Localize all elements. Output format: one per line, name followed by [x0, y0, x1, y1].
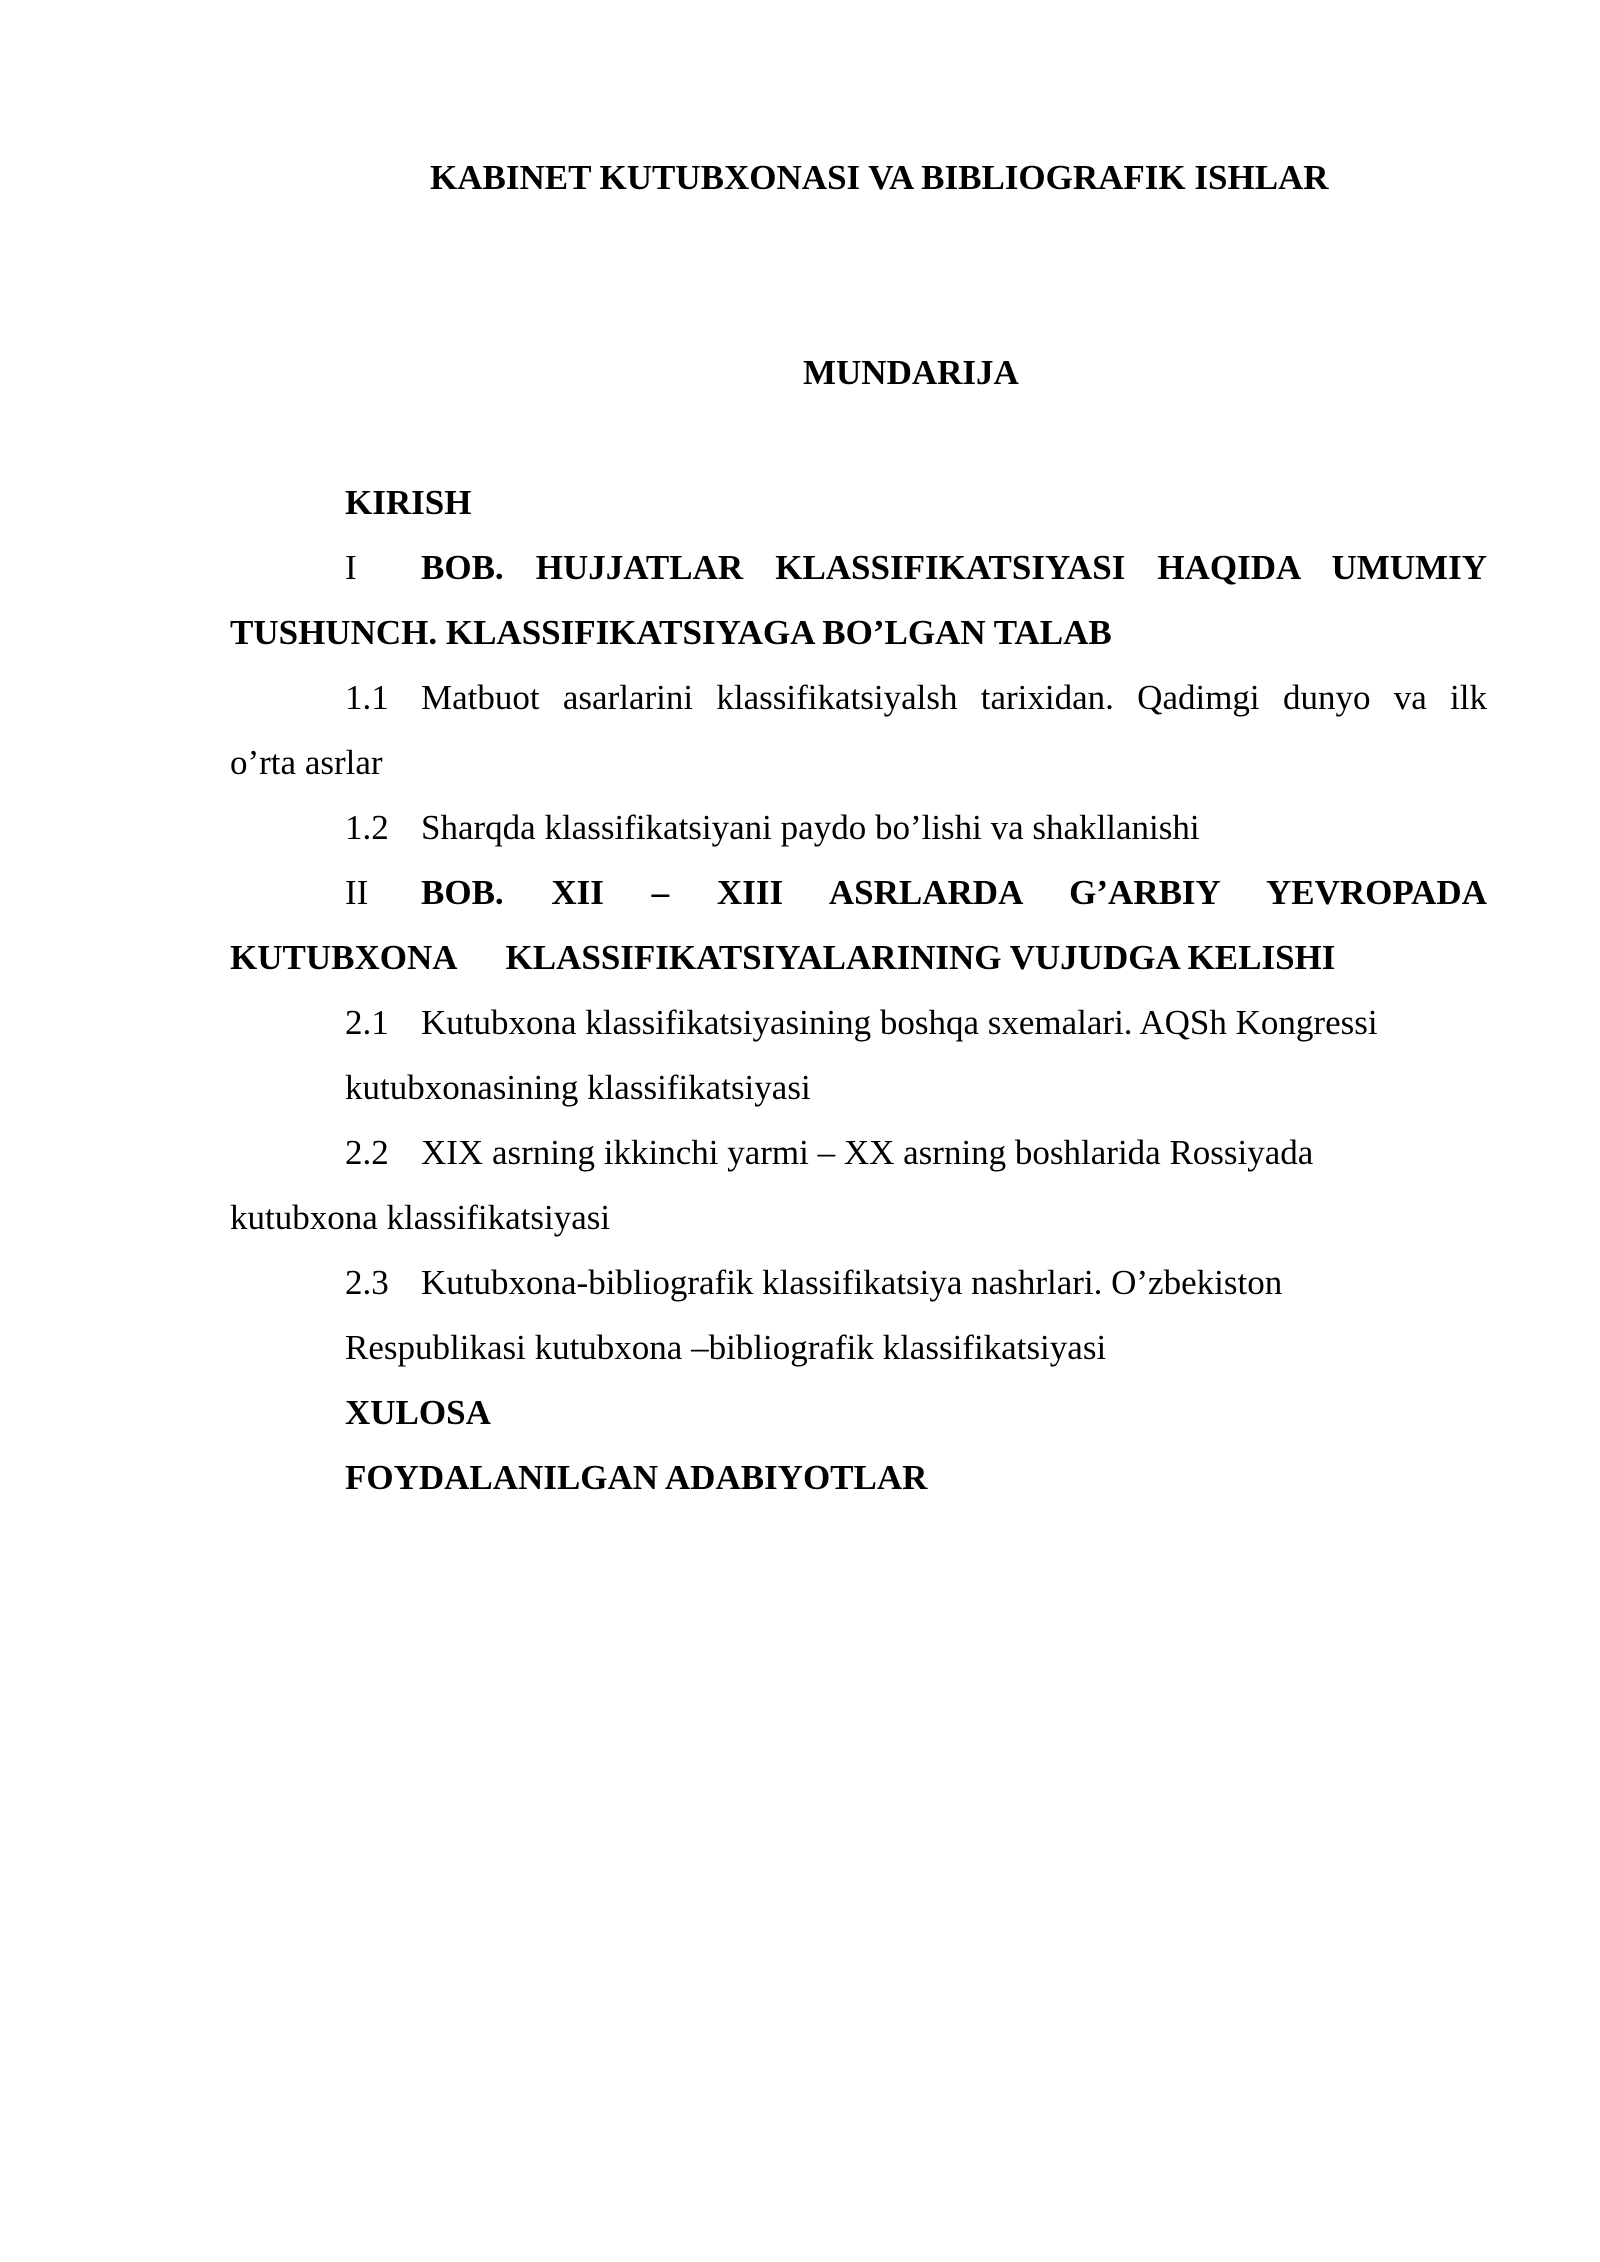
- toc-item-conclusion-label: XULOSA: [345, 1393, 491, 1432]
- toc-item-number: 2.1: [345, 1003, 389, 1042]
- toc-item-number: 1.2: [345, 808, 389, 847]
- toc-item-references: [230, 1445, 1487, 1510]
- toc-item-2-1-line2: kutubxonasining klassifikatsiyasi: [345, 1068, 811, 1107]
- toc-item-chapter2-cont: [230, 925, 1487, 990]
- toc-item-1-1-line1: Matbuot asarlarini klassifikatsiyalsh tarixidan. Qadimgi dunyo va ilk: [421, 678, 1487, 717]
- toc-item-1-1: [230, 665, 1487, 730]
- toc-item-1-1-line2: o’rta asrlar: [230, 743, 383, 782]
- toc-item-2-2-cont: [230, 1185, 1487, 1250]
- toc-item-references-label: FOYDALANILGAN ADABIYOTLAR: [345, 1458, 928, 1497]
- toc-item-2-1-cont: [230, 1055, 1487, 1120]
- toc-item-number: 2.3: [345, 1263, 389, 1302]
- toc-item-chapter1-cont: [230, 600, 1487, 665]
- toc-item-conclusion: [230, 1380, 1487, 1445]
- toc-item-2-2: [230, 1120, 1487, 1185]
- toc-item-2-2-line1: XIX asrning ikkinchi yarmi – XX asrning boshlarida Rossiyada: [421, 1133, 1314, 1172]
- toc-item-2-2-line2: kutubxona klassifikatsiyasi: [230, 1198, 611, 1237]
- toc-item-chapter2-line2b: KLASSIFIKATSIYALARINING VUJUDGA KELISHI: [505, 938, 1336, 977]
- toc-item-1-2-line1: Sharqda klassifikatsiyani paydo bo’lishi va shakllanishi: [421, 808, 1200, 847]
- toc-item-chapter2: [230, 860, 1487, 925]
- toc-item-intro: [230, 470, 1487, 535]
- toc-item-chapter2-line1: BOB. XII – XIII ASRLARDA G’ARBIY YEVROPADA: [421, 873, 1487, 912]
- toc-item-number: II: [345, 873, 369, 912]
- toc-item-2-1: [230, 990, 1487, 1055]
- toc-item-number: 1.1: [345, 678, 389, 717]
- document-title: KABINET KUTUBXONASI VA BIBLIOGRAFIK ISHLAR: [430, 158, 1329, 197]
- toc-item-2-3-line1: Kutubxona-bibliografik klassifikatsiya nashrlari. O’zbekiston: [421, 1263, 1283, 1302]
- toc-item-intro-label: KIRISH: [345, 483, 472, 522]
- toc-item-chapter1: [230, 535, 1487, 600]
- toc-item-1-2: [230, 795, 1487, 860]
- toc-item-number: 2.2: [345, 1133, 389, 1172]
- toc-item-number: I: [345, 548, 357, 587]
- toc-item-chapter2-line2a: KUTUBXONA: [230, 938, 458, 977]
- toc-item-2-3-cont: [230, 1315, 1487, 1380]
- toc-item-2-3-line2: Respublikasi kutubxona –bibliografik klassifikatsiyasi: [345, 1328, 1107, 1367]
- toc-heading: MUNDARIJA: [803, 353, 1019, 392]
- toc-item-1-1-cont: [230, 730, 1487, 795]
- toc-item-chapter1-line2: TUSHUNCH. KLASSIFIKATSIYAGA BO’LGAN TALAB: [230, 613, 1112, 652]
- toc-item-2-3: [230, 1250, 1487, 1315]
- toc-item-2-1-line1: Kutubxona klassifikatsiyasining boshqa sxemalari. AQSh Kongressi: [421, 1003, 1378, 1042]
- toc-item-chapter1-line1: BOB. HUJJATLAR KLASSIFIKATSIYASI HAQIDA UMUMIY: [421, 548, 1487, 587]
- table-of-contents: [230, 470, 1487, 1510]
